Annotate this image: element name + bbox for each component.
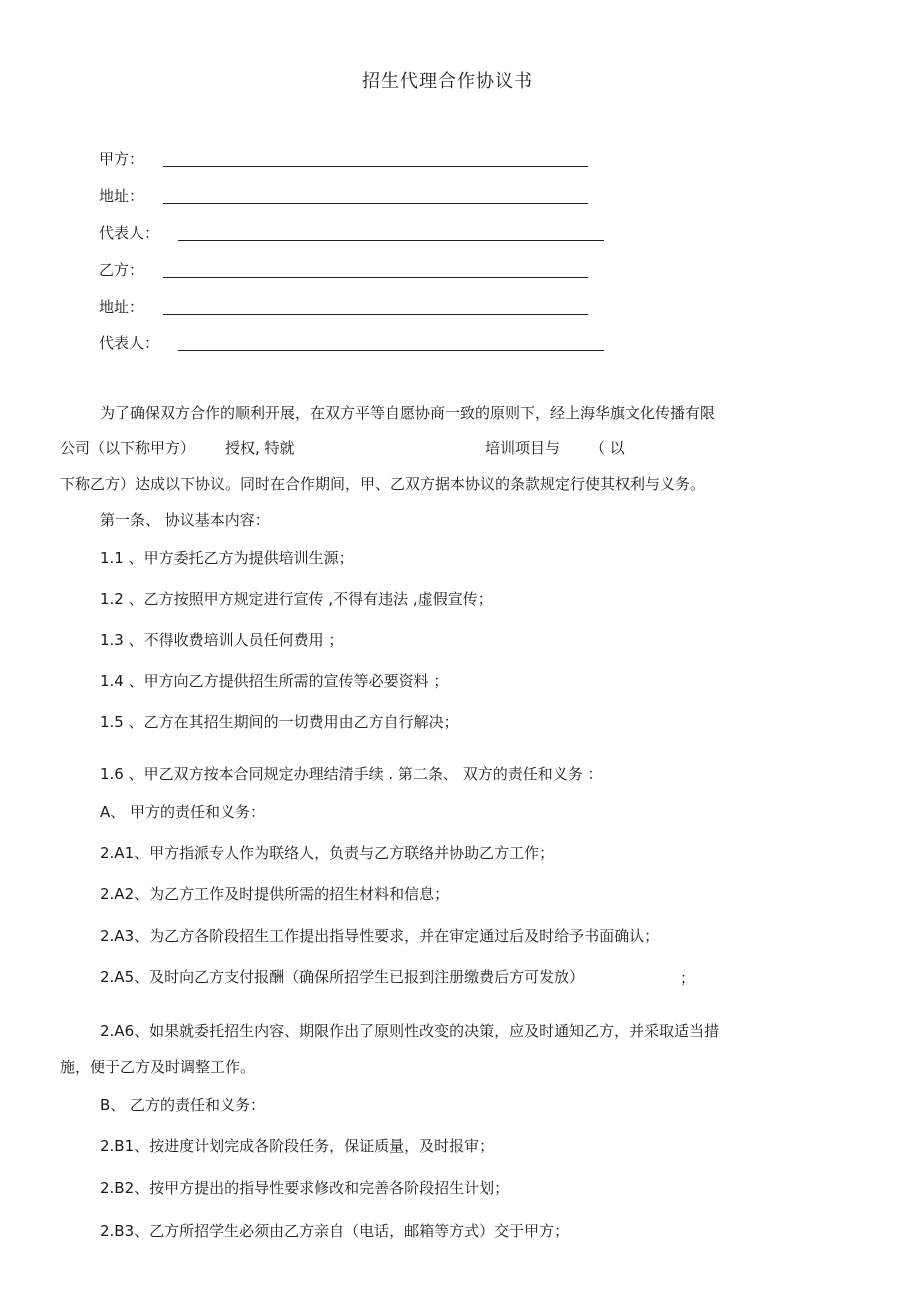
clause-2-a5-end: ； — [680, 969, 696, 987]
clause-2-b2: 2.B2、按甲方提出的指导性要求修改和完善各阶段招生计划； — [100, 1179, 510, 1197]
clause-2-a5: 2.A5、及时向乙方支付报酬（确保所招学生已报到注册缴费后方可发放） — [100, 968, 585, 986]
intro-line-2-b: 授权, 特就 — [225, 439, 295, 457]
party-b-blank-line[interactable] — [163, 277, 588, 278]
intro-line-1: 为了确保双方合作的顺利开展，在双方平等自愿协商一致的原则下，经上海华旗文化传播有限 — [100, 404, 716, 422]
clause-2-a6-line-1: 2.A6、如果就委托招生内容、期限作出了原则性改变的决策，应及时通知乙方，并采取适当措 — [100, 1022, 720, 1040]
party-a-representative-label: 代表人： — [99, 224, 160, 242]
intro-line-2-a: 公司（以下称甲方） — [60, 439, 196, 457]
intro-line-2-d: （ 以 — [590, 439, 625, 457]
clause-2-a6-line-2: 施，便于乙方及时调整工作。 — [60, 1058, 256, 1076]
clause-2-a2: 2.A2、为乙方工作及时提供所需的招生材料和信息； — [100, 885, 450, 903]
clause-2-a1: 2.A1、甲方指派专人作为联络人，负责与乙方联络并协助乙方工作； — [100, 844, 555, 862]
party-a-blank-line[interactable] — [163, 166, 588, 167]
party-a-address-label: 地址： — [99, 187, 145, 205]
party-a-representative-blank-line[interactable] — [178, 240, 604, 241]
clause-2-b3: 2.B3、乙方所招学生必须由乙方亲自（电话，邮箱等方式）交于甲方； — [100, 1222, 570, 1240]
section-a-heading: A、 甲方的责任和义务： — [100, 803, 266, 821]
party-a-label: 甲方： — [99, 150, 145, 168]
clause-1-3: 1.3 、不得收费培训人员任何费用 ； — [100, 631, 344, 649]
party-b-address-label: 地址： — [99, 298, 145, 316]
section-b-heading: B、 乙方的责任和义务： — [100, 1096, 266, 1114]
article-1-heading: 第一条、 协议基本内容： — [100, 511, 270, 529]
document-title: 招生代理合作协议书 — [362, 71, 533, 92]
party-b-label: 乙方： — [99, 261, 145, 279]
clause-1-6: 1.6 、甲乙双方按本合同规定办理结清手续 . 第二条、 双方的责任和义务 ： — [100, 765, 603, 783]
intro-line-2-c: 培训项目与 — [485, 439, 561, 457]
clause-1-1: 1.1 、甲方委托乙方为提供培训生源； — [100, 549, 354, 567]
party-a-address-blank-line[interactable] — [163, 203, 588, 204]
clause-1-5: 1.5 、乙方在其招生期间的一切费用由乙方自行解决； — [100, 713, 459, 731]
party-b-representative-label: 代表人： — [99, 334, 160, 352]
clause-2-b1: 2.B1、按进度计划完成各阶段任务，保证质量，及时报审； — [100, 1137, 495, 1155]
party-b-address-blank-line[interactable] — [163, 314, 588, 315]
clause-2-a3: 2.A3、为乙方各阶段招生工作提出指导性要求，并在审定通过后及时给予书面确认； — [100, 927, 660, 945]
clause-1-2: 1.2 、乙方按照甲方规定进行宣传 ,不得有违法 ,虚假宣传； — [100, 590, 493, 608]
party-b-representative-blank-line[interactable] — [178, 350, 604, 351]
clause-1-4: 1.4 、甲方向乙方提供招生所需的宣传等必要资料 ； — [100, 672, 449, 690]
intro-line-3: 下称乙方）达成以下协议。同时在合作期间，甲、乙双方据本协议的条款规定行使其权利与义务。 — [60, 475, 706, 493]
